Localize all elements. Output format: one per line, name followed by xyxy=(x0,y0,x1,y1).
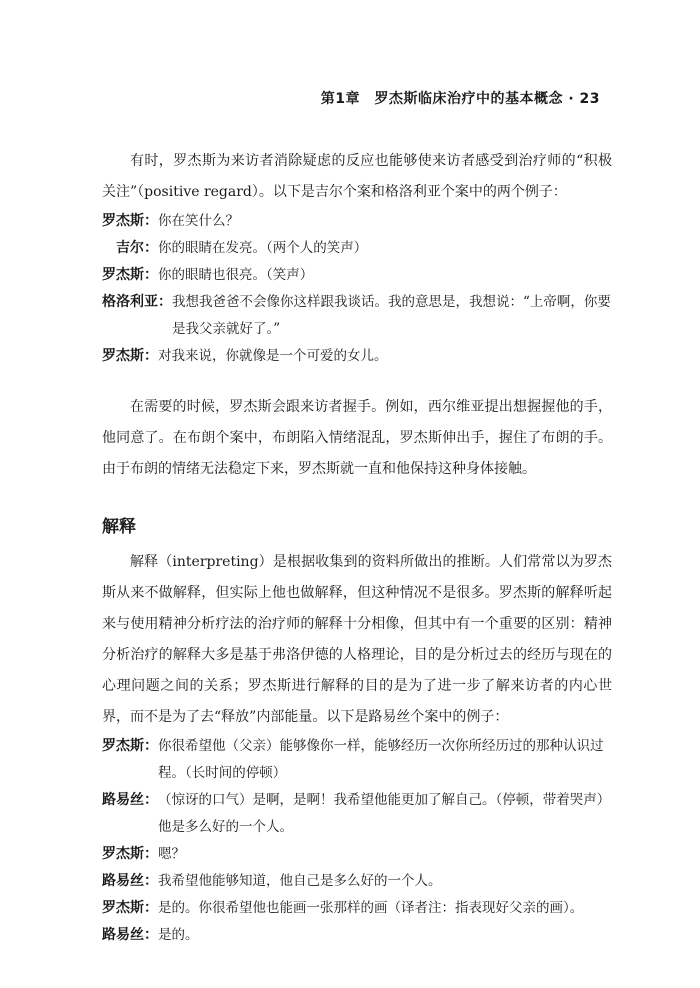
utterance: 我想我爸爸不会像你这样跟我谈话。我的意思是，我想说：“上帝啊，你要是我父亲就好了。” xyxy=(172,294,611,337)
speaker: 格洛利亚： xyxy=(102,294,172,310)
running-header: 第1章 罗杰斯临床治疗中的基本概念 · 23 xyxy=(320,91,600,107)
speaker: 罗杰斯： xyxy=(102,213,158,229)
dialogue-line xyxy=(102,235,612,262)
paragraph-interpreting: 解释（interpreting）是根据收集到的资料所做出的推断。人们常常以为罗杰斯从来不做解释，但实际上他也做解释，但这种情况不是很多。罗杰斯的解释听起来与使用精神分析疗法的治疗师的解释十分相像，但其中有一个重要的区别：精神分析治疗的解释大多是基于弗洛伊德的人格理论，目的是分析过去的经历与现在的心理问题之间的关系；罗杰斯进行解释的目的是为了进一步了解来访者的内心世界，而不是为了去“释放”内部能量。以下是路易丝个案中的例子： xyxy=(102,554,612,725)
utterance: 你的眼睛也很亮。（笑声） xyxy=(158,267,314,283)
utterance: 对我来说，你就像是一个可爱的女儿。 xyxy=(158,348,388,364)
dialogue-line xyxy=(102,262,612,289)
speaker: 罗杰斯： xyxy=(102,738,158,754)
paragraph-handshake: 在需要的时候，罗杰斯会跟来访者握手。例如，西尔维亚提出想握握他的手，他同意了。在布朗个案中，布朗陷入情绪混乱，罗杰斯伸出手，握住了布朗的手。由于布朗的情绪无法稳定下来，罗杰斯就一直和他保持这种身体接触。 xyxy=(102,399,612,477)
utterance: 你的眼睛在发亮。（两个人的笑声） xyxy=(158,240,368,256)
page-body xyxy=(102,146,612,949)
dialogue-line xyxy=(102,787,612,841)
utterance: 嗯？ xyxy=(158,846,185,862)
paragraph-positive-regard: 有时，罗杰斯为来访者消除疑虑的反应也能够使来访者感受到治疗师的“积极关注”（positive regard）。以下是吉尔个案和格洛利亚个案中的两个例子： xyxy=(102,153,612,200)
speaker: 罗杰斯： xyxy=(102,267,158,283)
utterance: 你很希望他（父亲）能够像你一样，能够经历一次你所经历过的那种认识过程。（长时间的停顿） xyxy=(158,738,604,781)
speaker: 罗杰斯： xyxy=(102,348,158,364)
dialogue-line xyxy=(102,289,612,343)
speaker: 罗杰斯： xyxy=(102,846,158,862)
dialogue-line xyxy=(102,841,612,868)
speaker: 路易丝： xyxy=(102,927,158,943)
dialogue-line xyxy=(102,208,612,235)
dialogue-line xyxy=(102,868,612,895)
speaker: 路易丝： xyxy=(102,792,158,808)
speaker: 罗杰斯： xyxy=(102,900,158,916)
speaker: 吉尔： xyxy=(116,240,158,256)
utterance: 你在笑什么？ xyxy=(158,213,239,229)
utterance: 我希望他能够知道，他自己是多么好的一个人。 xyxy=(158,873,442,889)
dialogue-excerpt-1 xyxy=(102,208,612,370)
utterance: 是的。你很希望他也能画一张那样的画（译者注：指表现好父亲的画）。 xyxy=(158,900,584,916)
utterance: （惊讶的口气）是啊，是啊！我希望他能更加了解自己。（停顿，带着哭声）他是多么好的一个人。 xyxy=(158,792,611,835)
dialogue-line xyxy=(102,733,612,787)
dialogue-line xyxy=(102,922,612,949)
dialogue-excerpt-2 xyxy=(102,733,612,949)
speaker: 路易丝： xyxy=(102,873,158,889)
utterance: 是的。 xyxy=(158,927,199,943)
dialogue-line xyxy=(102,895,612,922)
section-heading: 解释 xyxy=(102,517,136,537)
dialogue-line xyxy=(102,343,612,370)
